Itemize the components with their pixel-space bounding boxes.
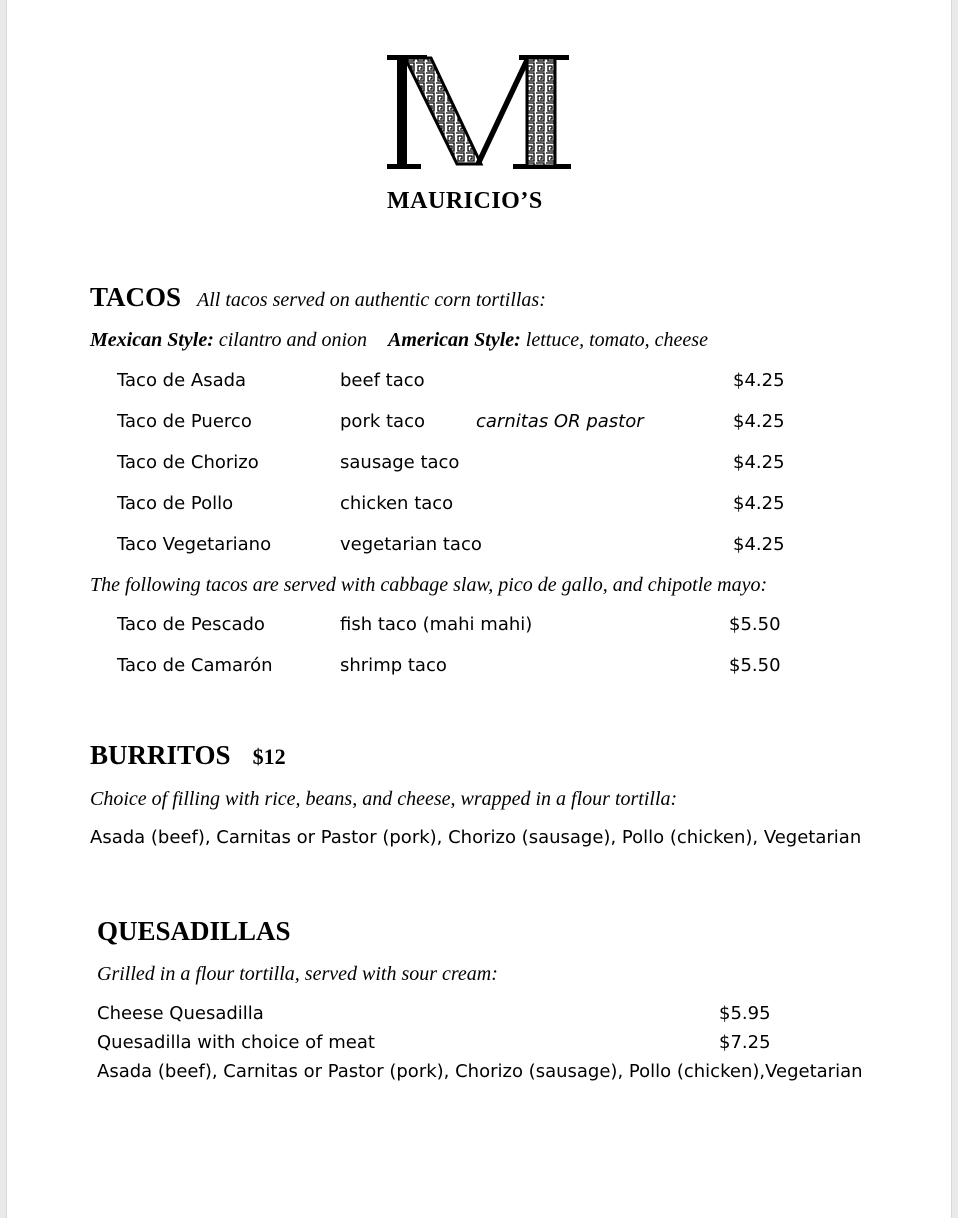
- tacos-title: TACOS: [90, 282, 182, 312]
- burritos-intro: Choice of filling with rice, beans, and cheese, wrapped in a flour tortilla:: [90, 788, 678, 810]
- burritos-title: BURRITOS: [90, 740, 231, 770]
- tacos-intro: All tacos served on authentic corn tortillas:: [197, 289, 546, 311]
- american-style-label: American Style:: [388, 329, 521, 351]
- brand-name: MAURICIO’S: [387, 188, 543, 214]
- taco-desc: pork taco: [340, 411, 425, 432]
- taco-note: carnitas OR pastor: [476, 411, 644, 432]
- taco-price: $5.50: [729, 655, 781, 676]
- menu-page: [6, 0, 952, 1218]
- taco-name: Taco Vegetariano: [117, 534, 272, 555]
- quesadilla-name: Cheese Quesadilla: [97, 1003, 264, 1024]
- taco-name: Taco de Pollo: [117, 493, 234, 514]
- taco-price: $4.25: [733, 493, 785, 514]
- taco-price: $4.25: [733, 370, 785, 391]
- taco-desc: fish taco (mahi mahi): [340, 614, 533, 635]
- quesadilla-price: $5.95: [719, 1003, 771, 1024]
- quesadilla-price: $7.25: [719, 1032, 771, 1053]
- mexican-style-label: Mexican Style:: [90, 329, 214, 351]
- burritos-header: [90, 740, 286, 771]
- taco-name: Taco de Chorizo: [117, 452, 259, 473]
- taco-desc: shrimp taco: [340, 655, 447, 676]
- taco-name: Taco de Pescado: [117, 614, 265, 635]
- taco-price: $4.25: [733, 452, 785, 473]
- american-style-desc: lettuce, tomato, cheese: [525, 329, 708, 351]
- taco-desc: chicken taco: [340, 493, 454, 514]
- taco-name: Taco de Asada: [117, 370, 247, 391]
- quesadillas-title: QUESADILLAS: [97, 916, 291, 946]
- quesadillas-intro: Grilled in a flour tortilla, served with sour cream:: [97, 963, 498, 985]
- quesadilla-name: Quesadilla with choice of meat: [97, 1032, 375, 1053]
- burritos-fillings: Asada (beef), Carnitas or Pastor (pork), Chorizo (sausage), Pollo (chicken), Vegetarian: [90, 827, 862, 848]
- taco-price: $5.50: [729, 614, 781, 635]
- taco-name: Taco de Puerco: [117, 411, 252, 432]
- taco-price: $4.25: [733, 534, 785, 555]
- taco-name: Taco de Camarón: [117, 655, 273, 676]
- mexican-style-desc: cilantro and onion: [218, 329, 368, 351]
- quesadilla-meats: Asada (beef), Carnitas or Pastor (pork), Chorizo (sausage), Pollo (chicken),Vegetarian: [97, 1061, 863, 1082]
- taco-desc: beef taco: [340, 370, 425, 391]
- tacos-header: [90, 282, 546, 313]
- special-tacos-intro: The following tacos are served with cabbage slaw, pico de gallo, and chipotle mayo:: [90, 574, 768, 596]
- burritos-price: $12: [252, 744, 286, 769]
- taco-price: $4.25: [733, 411, 785, 432]
- taco-style-line: [90, 329, 708, 352]
- mauricios-logo-icon: [385, 52, 571, 172]
- taco-desc: vegetarian taco: [340, 534, 482, 555]
- taco-desc: sausage taco: [340, 452, 460, 473]
